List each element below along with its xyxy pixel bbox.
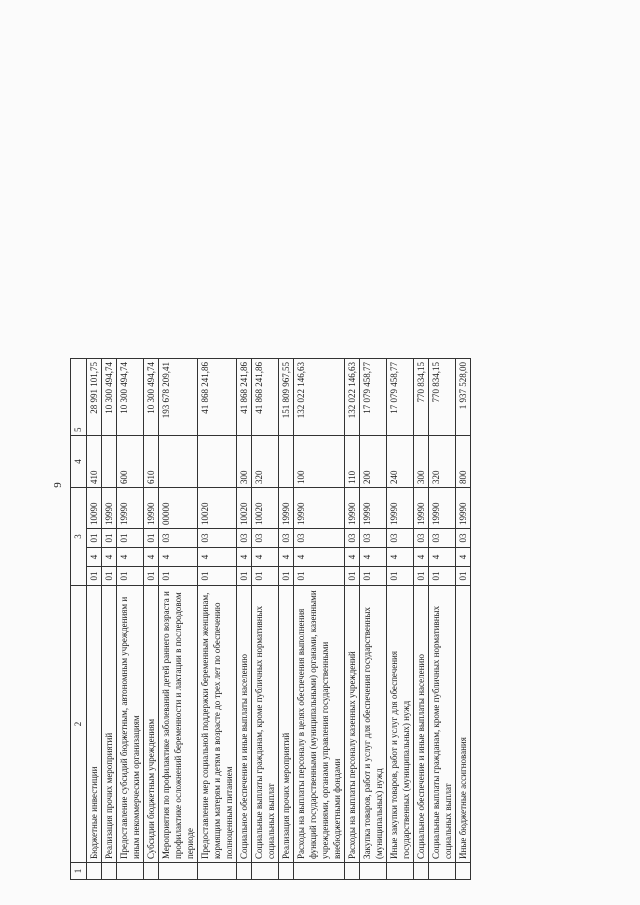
row-code-a: 01 — [237, 567, 252, 586]
row-code-c: 03 — [414, 529, 429, 548]
row-sum: 151 809 967,55 — [279, 359, 294, 436]
row-name: Расходы на выплаты персоналу казенных учреждений — [345, 586, 360, 863]
row-code-c: 01 — [144, 529, 159, 548]
row-expense-type: 410 — [87, 436, 102, 488]
row-code-b: 4 — [279, 548, 294, 567]
row-code-c: 01 — [87, 529, 102, 548]
table-row — [429, 359, 456, 880]
row-name: Закупка товаров, работ и услуг для обеспечения государственных (муниципальных) нужд — [360, 586, 387, 863]
header-col-4: 4 — [71, 436, 87, 488]
table-row — [87, 359, 102, 880]
row-code-d: 19990 — [429, 488, 456, 529]
row-code-a: 01 — [87, 567, 102, 586]
row-code-d: 19990 — [144, 488, 159, 529]
table-row — [414, 359, 429, 880]
row-code-c: 03 — [252, 529, 279, 548]
row-col-1 — [87, 863, 102, 880]
row-sum: 10 300 494,74 — [117, 359, 144, 436]
row-code-d: 19990 — [345, 488, 360, 529]
row-sum: 770 834,15 — [429, 359, 456, 436]
row-col-1 — [294, 863, 345, 880]
table-row — [102, 359, 117, 880]
table-row — [252, 359, 279, 880]
row-code-d: 19990 — [387, 488, 414, 529]
row-code-b: 4 — [414, 548, 429, 567]
row-code-a: 01 — [456, 567, 471, 586]
row-col-1 — [252, 863, 279, 880]
row-code-b: 4 — [429, 548, 456, 567]
row-name: Социальные выплаты гражданам, кроме публичных нормативных социальных выплат — [252, 586, 279, 863]
row-col-1 — [279, 863, 294, 880]
row-expense-type: 300 — [414, 436, 429, 488]
row-code-a: 01 — [345, 567, 360, 586]
row-col-1 — [456, 863, 471, 880]
row-sum: 17 079 458,77 — [387, 359, 414, 436]
row-code-b: 4 — [387, 548, 414, 567]
row-sum: 41 868 241,86 — [237, 359, 252, 436]
row-sum: 132 022 146,63 — [345, 359, 360, 436]
row-code-a: 01 — [387, 567, 414, 586]
table-header-row — [71, 359, 87, 880]
row-sum: 132 022 146,63 — [294, 359, 345, 436]
table-row — [237, 359, 252, 880]
row-col-1 — [387, 863, 414, 880]
page-number: 9 — [52, 482, 64, 488]
table-row — [159, 359, 198, 880]
row-code-b: 4 — [345, 548, 360, 567]
row-code-b: 4 — [117, 548, 144, 567]
rotated-landscape-sheet — [52, 40, 612, 880]
row-code-a: 01 — [144, 567, 159, 586]
row-code-c: 03 — [198, 529, 237, 548]
table-row — [360, 359, 387, 880]
row-code-d: 10020 — [252, 488, 279, 529]
row-name: Реализация прочих мероприятий — [279, 586, 294, 863]
row-expense-type: 300 — [237, 436, 252, 488]
row-name: Субсидии бюджетным учреждениям — [144, 586, 159, 863]
row-expense-type: 100 — [294, 436, 345, 488]
row-code-b: 4 — [237, 548, 252, 567]
row-expense-type — [279, 436, 294, 488]
row-code-a: 01 — [102, 567, 117, 586]
table-row — [387, 359, 414, 880]
row-sum: 41 868 241,86 — [252, 359, 279, 436]
row-sum: 1 937 528,00 — [456, 359, 471, 436]
table-row — [294, 359, 345, 880]
row-col-1 — [360, 863, 387, 880]
row-sum: 28 991 101,75 — [87, 359, 102, 436]
row-code-d: 10090 — [87, 488, 102, 529]
row-code-b: 4 — [198, 548, 237, 567]
row-expense-type: 110 — [345, 436, 360, 488]
row-code-c: 03 — [456, 529, 471, 548]
row-col-1 — [198, 863, 237, 880]
row-code-c: 03 — [294, 529, 345, 548]
row-col-1 — [144, 863, 159, 880]
row-code-a: 01 — [159, 567, 198, 586]
row-code-d: 19990 — [102, 488, 117, 529]
table-row — [117, 359, 144, 880]
row-col-1 — [237, 863, 252, 880]
row-code-d: 19990 — [360, 488, 387, 529]
row-code-a: 01 — [198, 567, 237, 586]
row-sum: 10 300 494,74 — [144, 359, 159, 436]
row-code-b: 4 — [294, 548, 345, 567]
row-code-b: 4 — [456, 548, 471, 567]
row-expense-type: 320 — [429, 436, 456, 488]
row-code-d: 19990 — [279, 488, 294, 529]
row-expense-type: 200 — [360, 436, 387, 488]
row-sum: 770 834,15 — [414, 359, 429, 436]
header-col-1: 1 — [71, 863, 87, 880]
row-code-d: 10020 — [198, 488, 237, 529]
row-code-a: 01 — [279, 567, 294, 586]
table-row — [345, 359, 360, 880]
row-col-1 — [159, 863, 198, 880]
table-row — [198, 359, 237, 880]
row-code-c: 03 — [360, 529, 387, 548]
row-code-d: 19990 — [414, 488, 429, 529]
row-col-1 — [117, 863, 144, 880]
row-name: Бюджетные инвестиции — [87, 586, 102, 863]
row-expense-type: 240 — [387, 436, 414, 488]
row-sum: 10 300 494,74 — [102, 359, 117, 436]
header-col-3: 3 — [71, 488, 87, 586]
row-expense-type — [102, 436, 117, 488]
row-code-a: 01 — [360, 567, 387, 586]
row-name: Предоставление субсидий бюджетным, автономным учреждениям и иным некоммерческим организациям — [117, 586, 144, 863]
row-code-b: 4 — [144, 548, 159, 567]
row-name: Иные бюджетные ассигнования — [456, 586, 471, 863]
row-name: Иные закупки товаров, работ и услуг для обеспечения государственных (муниципальных) нужд — [387, 586, 414, 863]
table-body — [87, 359, 471, 880]
row-code-d: 00000 — [159, 488, 198, 529]
row-code-b: 4 — [102, 548, 117, 567]
row-expense-type: 610 — [144, 436, 159, 488]
row-code-c: 03 — [345, 529, 360, 548]
row-code-d: 19990 — [456, 488, 471, 529]
row-name: Социальное обеспечение и иные выплаты населению — [237, 586, 252, 863]
row-code-c: 01 — [117, 529, 144, 548]
table-row — [144, 359, 159, 880]
row-name: Социальные выплаты гражданам, кроме публичных нормативных социальных выплат — [429, 586, 456, 863]
row-code-b: 4 — [360, 548, 387, 567]
row-col-1 — [345, 863, 360, 880]
row-code-c: 03 — [159, 529, 198, 548]
row-sum: 41 868 241,86 — [198, 359, 237, 436]
header-col-5: 5 — [71, 359, 87, 436]
row-col-1 — [102, 863, 117, 880]
row-name: Предоставление мер социальной поддержки беременным женщинам, кормящим матерям и детям в возрасте до трех лет по обеспечению полноценным питанием — [198, 586, 237, 863]
row-code-d: 10020 — [237, 488, 252, 529]
row-name: Расходы на выплаты персоналу в целях обеспечения выполнения функций государственными (муниципальными) органами, казенными учреждениями, органами управления государственными внебюджетными фондами — [294, 586, 345, 863]
row-code-b: 4 — [87, 548, 102, 567]
row-expense-type — [198, 436, 237, 488]
row-code-a: 01 — [294, 567, 345, 586]
table-row — [279, 359, 294, 880]
row-code-d: 19990 — [117, 488, 144, 529]
row-code-a: 01 — [429, 567, 456, 586]
row-col-1 — [414, 863, 429, 880]
row-code-c: 03 — [237, 529, 252, 548]
header-col-2: 2 — [71, 586, 87, 863]
row-name: Социальное обеспечение и иные выплаты населению — [414, 586, 429, 863]
table-row — [456, 359, 471, 880]
row-code-b: 4 — [159, 548, 198, 567]
row-code-c: 03 — [387, 529, 414, 548]
row-code-c: 03 — [429, 529, 456, 548]
row-name: Мероприятия по профилактике заболеваний детей раннего возраста и профилактике осложнений беременности и лактации в послеродовом периоде — [159, 586, 198, 863]
row-col-1 — [429, 863, 456, 880]
row-name: Реализация прочих мероприятий — [102, 586, 117, 863]
budget-table — [70, 358, 471, 880]
row-sum: 193 678 209,41 — [159, 359, 198, 436]
row-expense-type: 800 — [456, 436, 471, 488]
row-code-a: 01 — [252, 567, 279, 586]
row-code-b: 4 — [252, 548, 279, 567]
row-expense-type — [159, 436, 198, 488]
row-code-c: 03 — [279, 529, 294, 548]
row-code-a: 01 — [414, 567, 429, 586]
row-expense-type: 320 — [252, 436, 279, 488]
row-code-c: 01 — [102, 529, 117, 548]
row-sum: 17 079 458,77 — [360, 359, 387, 436]
row-code-d: 19990 — [294, 488, 345, 529]
row-code-a: 01 — [117, 567, 144, 586]
row-expense-type: 600 — [117, 436, 144, 488]
